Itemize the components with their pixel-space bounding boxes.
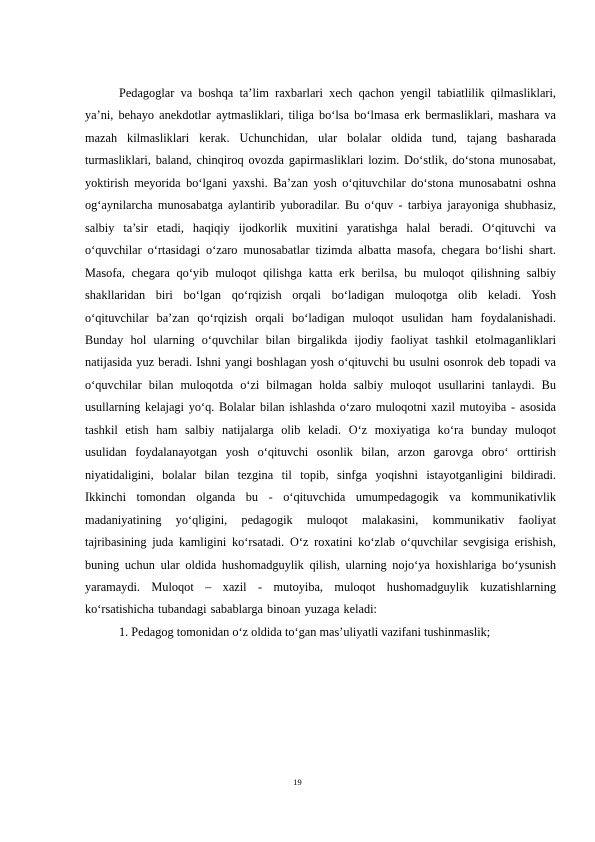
numbered-list [85, 621, 556, 643]
page-number: 19 [293, 777, 302, 787]
list-item: 1. Pedagog tomonidan o‘z oldida to‘gan mas’uliyatli vazifani tushinmaslik; [119, 624, 491, 639]
page-content [85, 82, 556, 643]
body-paragraph: Pedagoglar va boshqa ta’lim raxbarlari xech qachon yengil tabiatlilik qilmasliklari, ya’ni, behayo anekdotlar aytmasliklari, tiliga bo‘lsa bo‘lmasa erk bermasliklari, mashara va mazah kilmasliklari kerak. Uchunchidan, ular bolalar oldida tund, tajang basharada turmasliklari, baland, chinqiroq ovozda gapirmasliklari lozim. Do‘stlik, do‘stona munosabat, yoktirish meyorida bo‘lgani yaxshi. Ba’zan yosh o‘qituvchilar do‘stona munosabatni oshna og‘aynilarcha munosabatga aylantirib yuboradilar. Bu o‘quv - tarbiya jarayoniga shubhasiz, salbiy ta’sir etadi, haqiqiy ijodkorlik muxitini yaratishga halal beradi. O‘qituvchi va o‘quvchilar o‘rtasidagi o‘zaro munosabatlar tizimda albatta masofa, chegara bo‘lishi shart. Masofa, chegara qo‘yib muloqot qilishga katta erk berilsa, bu muloqot qilishning salbiy shakllaridan biri bo‘lgan qo‘rqizish orqali bo‘ladigan muloqotga olib keladi. Yosh o‘qituvchilar ba’zan qo‘rqizish orqali bo‘ladigan muloqot usulidan ham foydalanishadi. Bunday hol ularning o‘quvchilar bilan birgalikda ijodiy faoliyat tashkil etolmaganliklari natijasida yuz beradi. Ishni yangi boshlagan yosh o‘qituvchi bu usulni osonrok deb topadi va o‘quvchilar bilan muloqotda o‘zi bilmagan holda salbiy muloqot usullarini tanlaydi. Bu usullarning kelajagi yo‘q. Bolalar bilan ishlashda o‘zaro muloqotni xazil mutoyiba - asosida tashkil etish ham salbiy natijalarga olib keladi. O‘z moxiyatiga ko‘ra bunday muloqot usulidan foydalanayotgan yosh o‘qituvchi osonlik bilan, arzon garovga obro‘ orttirish niyatidaligini, bolalar bilan tezgina til topib, sinfga yoqishni istayotganligini bildiradi. Ikkinchi tomondan olganda bu - o‘qituvchida umumpedagogik va kommunikativlik madaniyatining yo‘qligini, pedagogik muloqot malakasini, kommunikativ faoliyat tajribasining juda kamligini ko‘rsatadi. O‘z roxatini ko‘zlab o‘quvchilar sevgisiga erishish, buning uchun ular oldida hushomadguylik qilish, ularning nojo‘ya hoxishlariga bo‘ysunish yaramaydi. Muloqot – xazil - mutoyiba, muloqot hushomadguylik kuzatishlarning ko‘rsatishicha tubandagi sabablarga binoan yuzaga keladi: [85, 86, 556, 617]
